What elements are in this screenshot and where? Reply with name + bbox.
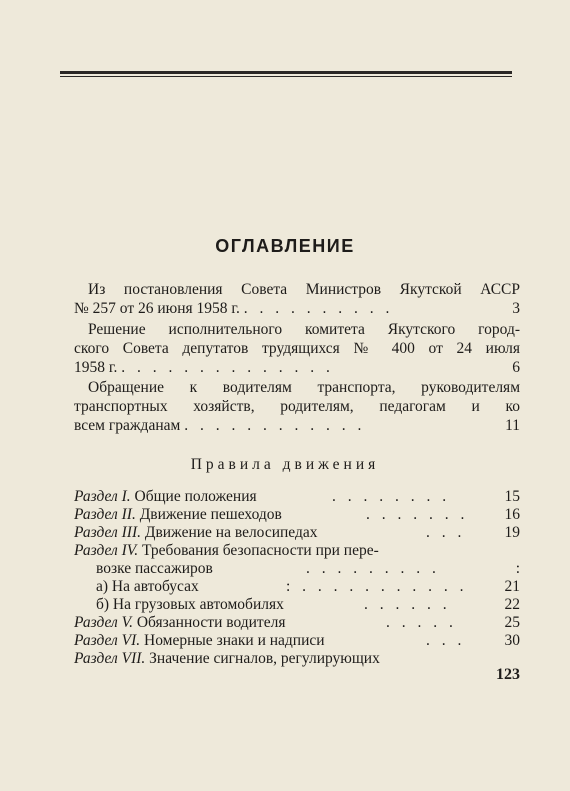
toc-leader-dots: : . . . . . . . . . . . (286, 578, 468, 595)
toc-section-text: а) На автобусах (96, 578, 199, 595)
toc-row (74, 524, 520, 542)
toc-page-number: 22 (504, 596, 520, 613)
toc-leader-dots: . . . . . . . . . . (243, 300, 394, 317)
toc-row (74, 560, 520, 578)
toc-section-text: Номерные знаки и надписи (144, 632, 325, 649)
toc-intro-text: № 257 от 26 июня 1958 г. (74, 300, 240, 317)
toc-intro-entry-3 (74, 378, 520, 435)
toc-leader-dots: . . . (426, 632, 466, 649)
toc-page-number: 6 (512, 359, 520, 376)
toc-intro-entry-2 (74, 320, 520, 377)
toc-intro-line: Решение исполнительного комитета Якутского город- (88, 321, 520, 338)
toc-leader-dots: . . . (426, 524, 466, 541)
toc-section-label: Раздел IV. (74, 542, 143, 559)
toc-intro-line (74, 416, 520, 435)
toc-section-label: Раздел III. (74, 524, 145, 541)
toc-section-label: Раздел I. (74, 488, 135, 505)
toc-page-number: 15 (504, 488, 520, 505)
toc-intro-text: 1958 г. (74, 359, 118, 376)
toc-page-number: : (515, 560, 520, 577)
page-title: ОГЛАВЛЕНИЕ (215, 236, 355, 256)
toc-row (74, 632, 520, 650)
toc-section-label: Раздел VI. (74, 632, 145, 649)
toc-page-number: 11 (505, 417, 520, 434)
page-folio-number: 123 (496, 666, 520, 683)
toc-row (74, 578, 520, 596)
toc-section-label: Раздел V. (74, 614, 137, 631)
toc-section-text: Обязанности водителя (136, 614, 286, 631)
toc-section-label: Раздел II. (74, 506, 140, 523)
toc-leader-dots: . . . . . . . . . . . . (184, 417, 366, 434)
toc-row (74, 650, 520, 668)
toc-leader-dots: . . . . . . . . . (306, 560, 440, 577)
toc-section-label: Раздел VII. (74, 650, 150, 667)
toc-intro-line: транспортных хозяйств, родителям, педагогам и ко (74, 398, 520, 415)
toc-page-number: 3 (512, 300, 520, 317)
toc-row (74, 596, 520, 614)
toc-intro-line (74, 358, 520, 377)
toc-intro-line: ского Совета депутатов трудящихся № 400 от 24 июля (74, 340, 520, 357)
toc-intro-entry-1 (74, 280, 520, 318)
toc-section-text: Требования безопасности при пере- (142, 542, 379, 559)
toc-leader-dots: . . . . . (386, 614, 457, 631)
toc-leader-dots: . . . . . . . . . . . . . . (121, 359, 334, 376)
header-rule-thick (60, 71, 512, 74)
toc-section-text: б) На грузовых автомобилях (96, 596, 284, 613)
toc-page-number: 21 (504, 578, 520, 595)
toc-intro-line: Обращение к водителям транспорта, руководителям (88, 379, 520, 396)
toc-page-number: 30 (504, 632, 520, 649)
toc-section-text: возке пассажиров (96, 560, 213, 577)
toc-section-text: Значение сигналов, регулирующих (149, 650, 380, 667)
toc-page-number: 25 (504, 614, 520, 631)
toc-leader-dots: . . . . . . . (366, 506, 469, 523)
section-subtitle: Правила движения (190, 456, 380, 473)
toc-row (74, 542, 520, 560)
toc-page-number: 19 (504, 524, 520, 541)
toc-page-number: 16 (504, 506, 520, 523)
toc-leader-dots: . . . . . . . . (332, 488, 451, 505)
header-rule-thin (60, 76, 512, 77)
toc-intro-line (74, 299, 520, 318)
toc-intro-text: всем гражданам (74, 417, 181, 434)
toc-row (74, 488, 520, 506)
toc-intro-line: Из постановления Совета Министров Якутской АССР (88, 281, 520, 298)
toc-row (74, 614, 520, 632)
toc-section-text: Движение пешеходов (139, 506, 282, 523)
toc-leader-dots: . . . . . . (364, 596, 451, 613)
toc-sections (74, 488, 520, 668)
toc-section-text: Движение на велосипедах (144, 524, 318, 541)
toc-row (74, 506, 520, 524)
toc-section-text: Общие положения (134, 488, 257, 505)
